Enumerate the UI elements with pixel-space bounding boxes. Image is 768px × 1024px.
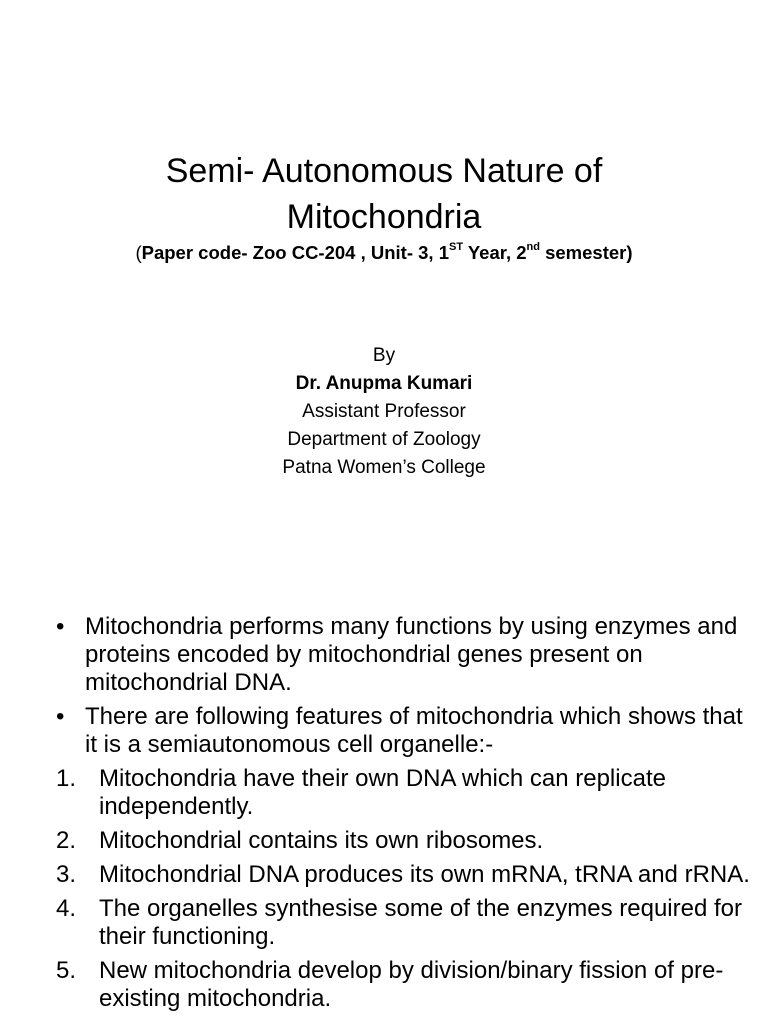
numbered-text: Mitochondrial contains its own ribosomes. — [99, 827, 544, 854]
subtitle-sup-2: nd — [526, 240, 540, 253]
author-block — [0, 342, 768, 482]
number-marker: 5. — [56, 957, 77, 984]
subtitle-text-b: Year, 2 — [463, 242, 527, 263]
subtitle-open-paren: ( — [135, 242, 142, 263]
bullet-item — [56, 613, 756, 697]
author-department: Department of Zoology — [287, 429, 481, 450]
subtitle-text-a: Paper code- Zoo CC-204 , Unit- 3, 1 — [141, 242, 449, 263]
numbered-item — [56, 861, 756, 889]
number-marker: 3. — [56, 861, 77, 888]
paper-code-subtitle — [0, 241, 768, 265]
author-name: Dr. Anupma Kumari — [295, 373, 473, 394]
numbered-item — [56, 895, 756, 951]
bullet-text: Mitochondria performs many functions by using enzymes and proteins encoded by mitochondrial genes present on mitochondrial DNA. — [85, 613, 738, 696]
numbered-text: The organelles synthesise some of the enzymes required for their functioning. — [99, 895, 742, 950]
numbered-item — [56, 827, 756, 855]
number-marker: 2. — [56, 827, 77, 854]
by-label: By — [372, 345, 396, 366]
content-list — [56, 613, 756, 1019]
slide-title-line-1: Semi- Autonomous Nature of — [165, 152, 603, 190]
number-marker: 1. — [56, 765, 77, 792]
slide-title — [0, 148, 768, 240]
numbered-item — [56, 765, 756, 821]
slide-title-line-2: Mitochondria — [286, 198, 482, 236]
bullet-item — [56, 703, 756, 759]
numbered-text: Mitochondrial DNA produces its own mRNA, tRNA and rRNA. — [99, 861, 750, 888]
content-slide — [0, 576, 768, 1024]
number-marker: 4. — [56, 895, 77, 922]
bullet-marker: • — [56, 703, 65, 730]
numbered-text: New mitochondria develop by division/binary fission of pre-existing mitochondria. — [99, 957, 724, 1012]
author-college: Patna Women’s College — [282, 457, 486, 478]
subtitle-sup-1: ST — [449, 240, 464, 253]
bullet-marker: • — [56, 613, 65, 640]
author-position: Assistant Professor — [302, 401, 466, 422]
subtitle-text-c: semester) — [539, 242, 633, 263]
numbered-text: Mitochondria have their own DNA which can replicate independently. — [99, 765, 666, 820]
numbered-item — [56, 957, 756, 1013]
bullet-text: There are following features of mitochondria which shows that it is a semiautonomous cell organelle:- — [85, 703, 743, 758]
